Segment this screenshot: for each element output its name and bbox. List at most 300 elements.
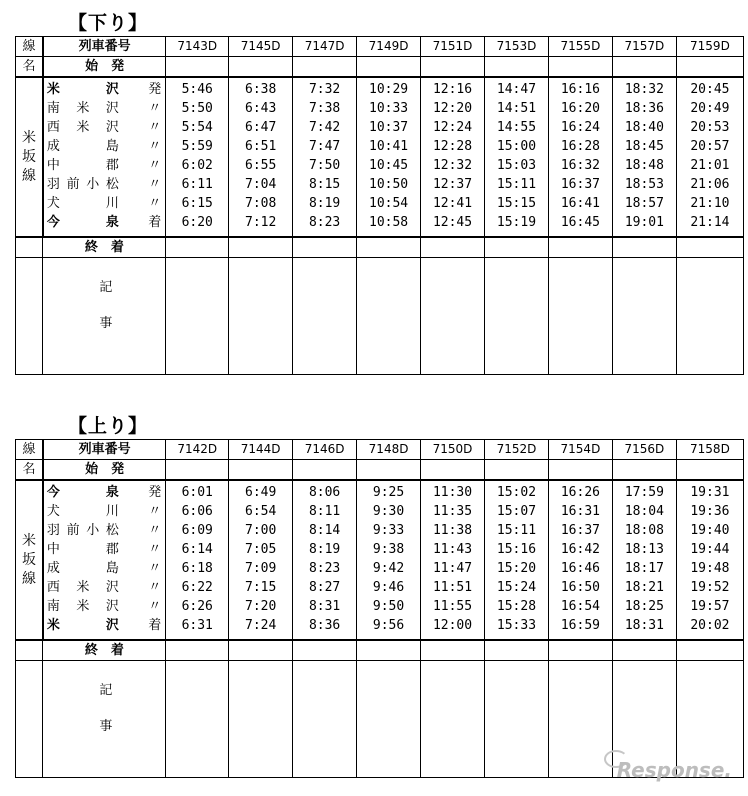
time-value: 7:15 bbox=[245, 580, 277, 595]
time-value: 16:28 bbox=[560, 139, 600, 154]
station-mark: 発 bbox=[148, 485, 162, 500]
time-value: 8:23 bbox=[308, 561, 341, 576]
train-number: 7145D bbox=[229, 37, 293, 57]
terminal-cell bbox=[485, 237, 549, 258]
station-name: 西 米 沢 bbox=[46, 120, 119, 135]
time-value: 9:25 bbox=[372, 485, 405, 500]
origin-cell bbox=[676, 460, 743, 481]
time-value: 6:09 bbox=[181, 523, 213, 538]
station-row bbox=[47, 156, 161, 175]
station-name: 今 泉 bbox=[46, 215, 119, 230]
time-value: 10:37 bbox=[369, 120, 409, 135]
train-number: 7149D bbox=[357, 37, 421, 57]
memo-label-1: 記 bbox=[99, 683, 113, 698]
station-name: 羽 前 小 松 bbox=[46, 523, 119, 538]
time-value: 7:12 bbox=[245, 215, 277, 230]
time-value: 20:02 bbox=[690, 618, 730, 633]
station-name: 犬 川 bbox=[46, 196, 119, 211]
time-value: 15:19 bbox=[496, 215, 537, 230]
station-list bbox=[43, 480, 166, 640]
memo-cell bbox=[357, 661, 421, 778]
time-value: 12:37 bbox=[432, 177, 473, 192]
time-value: 16:24 bbox=[560, 120, 600, 135]
time-value: 12:16 bbox=[432, 82, 473, 97]
time-value: 15:15 bbox=[496, 196, 537, 211]
memo-cell bbox=[485, 258, 549, 375]
origin-cell bbox=[485, 57, 549, 78]
station-mark: 〃 bbox=[148, 177, 162, 192]
time-value: 18:45 bbox=[624, 139, 664, 154]
time-value: 6:15 bbox=[181, 196, 213, 211]
time-value: 5:50 bbox=[181, 101, 213, 116]
time-value: 18:04 bbox=[624, 504, 664, 519]
time-value: 16:37 bbox=[560, 177, 600, 192]
station-list bbox=[43, 77, 166, 237]
train-number: 7152D bbox=[485, 440, 549, 460]
time-value: 19:36 bbox=[690, 504, 730, 519]
time-value: 7:20 bbox=[245, 599, 277, 614]
time-value: 7:00 bbox=[245, 523, 277, 538]
time-value: 16:50 bbox=[560, 580, 600, 595]
train-number: 7154D bbox=[548, 440, 612, 460]
memo-cell bbox=[293, 661, 357, 778]
station-mark: 〃 bbox=[148, 158, 162, 173]
station-name: 米 沢 bbox=[46, 618, 119, 633]
train-number: 7143D bbox=[166, 37, 229, 57]
blank-cell bbox=[16, 640, 43, 661]
line-label-top: 線 bbox=[16, 440, 43, 460]
time-value: 18:53 bbox=[624, 177, 664, 192]
station-name: 成 島 bbox=[46, 561, 119, 576]
station-mark: 〃 bbox=[148, 580, 162, 595]
origin-cell bbox=[421, 57, 485, 78]
terminal-cell bbox=[612, 237, 676, 258]
time-value: 10:33 bbox=[369, 101, 409, 116]
time-value: 8:06 bbox=[308, 485, 341, 500]
memo-cell bbox=[676, 258, 743, 375]
origin-cell bbox=[612, 460, 676, 481]
time-value: 6:31 bbox=[181, 618, 213, 633]
time-value: 21:10 bbox=[690, 196, 730, 211]
station-mark: 〃 bbox=[148, 599, 162, 614]
origin-cell bbox=[676, 57, 743, 78]
station-mark: 〃 bbox=[148, 139, 162, 154]
time-value: 18:57 bbox=[624, 196, 664, 211]
time-value: 7:04 bbox=[245, 177, 277, 192]
time-value: 20:45 bbox=[690, 82, 730, 97]
time-value: 8:19 bbox=[308, 542, 341, 557]
time-value: 16:37 bbox=[560, 523, 600, 538]
train-times bbox=[548, 77, 612, 237]
train-number: 7157D bbox=[612, 37, 676, 57]
time-value: 8:14 bbox=[308, 523, 341, 538]
station-row bbox=[47, 175, 161, 194]
station-name: 中 郡 bbox=[46, 158, 119, 173]
memo-cell bbox=[421, 661, 485, 778]
time-value: 9:42 bbox=[372, 561, 405, 576]
terminal-label: 終 着 bbox=[43, 237, 166, 258]
station-name: 米 沢 bbox=[46, 82, 119, 97]
station-row bbox=[47, 559, 161, 578]
station-name: 西 米 沢 bbox=[46, 580, 119, 595]
time-value: 10:50 bbox=[369, 177, 409, 192]
memo-cell bbox=[548, 258, 612, 375]
time-value: 15:11 bbox=[496, 177, 537, 192]
terminal-cell bbox=[676, 237, 743, 258]
origin-cell bbox=[548, 57, 612, 78]
origin-cell bbox=[166, 460, 229, 481]
time-value: 8:31 bbox=[308, 599, 341, 614]
memo-cell bbox=[166, 661, 229, 778]
terminal-cell bbox=[676, 640, 743, 661]
station-row bbox=[47, 540, 161, 559]
time-value: 6:01 bbox=[181, 485, 213, 500]
time-value: 6:43 bbox=[245, 101, 277, 116]
terminal-cell bbox=[548, 640, 612, 661]
time-value: 6:22 bbox=[181, 580, 213, 595]
time-value: 7:42 bbox=[308, 120, 341, 135]
time-value: 20:49 bbox=[690, 101, 730, 116]
time-value: 5:46 bbox=[181, 82, 213, 97]
time-value: 15:07 bbox=[496, 504, 537, 519]
time-value: 6:14 bbox=[181, 542, 213, 557]
timetable-up bbox=[15, 439, 744, 778]
train-times bbox=[293, 77, 357, 237]
terminal-cell bbox=[485, 640, 549, 661]
terminal-label: 終 着 bbox=[43, 640, 166, 661]
time-value: 16:59 bbox=[560, 618, 600, 633]
time-value: 15:33 bbox=[496, 618, 537, 633]
origin-cell bbox=[293, 460, 357, 481]
time-value: 16:31 bbox=[560, 504, 600, 519]
time-value: 6:11 bbox=[181, 177, 213, 192]
train-number: 7150D bbox=[421, 440, 485, 460]
time-value: 7:50 bbox=[308, 158, 341, 173]
train-times bbox=[357, 480, 421, 640]
time-value: 9:56 bbox=[372, 618, 405, 633]
time-value: 6:18 bbox=[181, 561, 213, 576]
blank-cell bbox=[16, 237, 43, 258]
memo-cell bbox=[548, 661, 612, 778]
time-value: 6:06 bbox=[181, 504, 213, 519]
time-value: 9:30 bbox=[372, 504, 405, 519]
time-value: 18:48 bbox=[624, 158, 664, 173]
blank-cell bbox=[16, 661, 43, 778]
line-label-top bbox=[16, 37, 43, 57]
blank-cell bbox=[16, 258, 43, 375]
time-value: 18:17 bbox=[624, 561, 664, 576]
station-name: 羽 前 小 松 bbox=[46, 177, 119, 192]
time-value: 18:25 bbox=[624, 599, 664, 614]
origin-cell bbox=[612, 57, 676, 78]
time-value: 8:15 bbox=[308, 177, 341, 192]
train-times bbox=[229, 480, 293, 640]
station-mark: 着 bbox=[148, 618, 162, 633]
memo-label bbox=[43, 258, 166, 375]
time-value: 9:33 bbox=[372, 523, 405, 538]
time-value: 10:58 bbox=[369, 215, 409, 230]
train-times bbox=[357, 77, 421, 237]
time-value: 18:36 bbox=[624, 101, 664, 116]
train-number-label: 列車番号 bbox=[43, 37, 166, 57]
time-value: 6:51 bbox=[245, 139, 277, 154]
station-row bbox=[47, 118, 161, 137]
station-row bbox=[47, 483, 161, 502]
terminal-cell bbox=[421, 640, 485, 661]
time-value: 7:05 bbox=[245, 542, 277, 557]
time-value: 7:24 bbox=[245, 618, 277, 633]
time-value: 12:24 bbox=[432, 120, 473, 135]
terminal-cell bbox=[293, 237, 357, 258]
train-times bbox=[166, 480, 229, 640]
time-value: 18:21 bbox=[624, 580, 664, 595]
time-value: 12:45 bbox=[432, 215, 473, 230]
time-value: 18:13 bbox=[624, 542, 664, 557]
time-value: 16:54 bbox=[560, 599, 600, 614]
terminal-cell bbox=[357, 640, 421, 661]
origin-label: 始 発 bbox=[43, 57, 166, 78]
station-row bbox=[47, 213, 161, 232]
time-value: 20:57 bbox=[690, 139, 730, 154]
time-value: 19:40 bbox=[690, 523, 730, 538]
station-row bbox=[47, 137, 161, 156]
station-mark: 〃 bbox=[148, 196, 162, 211]
memo-cell bbox=[293, 258, 357, 375]
terminal-cell bbox=[548, 237, 612, 258]
time-value: 16:16 bbox=[560, 82, 600, 97]
time-value: 6:20 bbox=[181, 215, 213, 230]
time-value: 12:28 bbox=[432, 139, 473, 154]
time-value: 8:23 bbox=[308, 215, 341, 230]
time-value: 6:54 bbox=[245, 504, 277, 519]
time-value: 12:00 bbox=[432, 618, 473, 633]
line-label-text: 線 bbox=[22, 39, 36, 54]
time-value: 19:48 bbox=[690, 561, 730, 576]
time-value: 11:55 bbox=[432, 599, 473, 614]
terminal-cell bbox=[166, 640, 229, 661]
time-value: 14:51 bbox=[496, 101, 537, 116]
train-times bbox=[612, 77, 676, 237]
memo-cell bbox=[166, 258, 229, 375]
memo-cell bbox=[612, 258, 676, 375]
station-mark: 発 bbox=[148, 82, 162, 97]
time-value: 11:30 bbox=[432, 485, 473, 500]
watermark-logo: Response. bbox=[616, 758, 732, 782]
time-value: 11:35 bbox=[432, 504, 473, 519]
train-number: 7144D bbox=[229, 440, 293, 460]
time-value: 16:41 bbox=[560, 196, 600, 211]
memo-cell bbox=[421, 258, 485, 375]
timetable-down bbox=[15, 36, 744, 375]
time-value: 16:26 bbox=[560, 485, 600, 500]
terminal-cell bbox=[293, 640, 357, 661]
time-value: 14:55 bbox=[496, 120, 537, 135]
time-value: 21:06 bbox=[690, 177, 730, 192]
station-name: 成 島 bbox=[46, 139, 119, 154]
time-value: 21:01 bbox=[690, 158, 730, 173]
time-value: 8:27 bbox=[308, 580, 341, 595]
time-value: 19:01 bbox=[624, 215, 664, 230]
origin-cell bbox=[229, 460, 293, 481]
time-value: 15:03 bbox=[496, 158, 537, 173]
time-value: 7:08 bbox=[245, 196, 277, 211]
time-value: 9:46 bbox=[372, 580, 405, 595]
memo-label-2: 事 bbox=[99, 316, 113, 331]
train-times bbox=[166, 77, 229, 237]
train-number: 7153D bbox=[485, 37, 549, 57]
station-name: 南 米 沢 bbox=[46, 599, 119, 614]
terminal-cell bbox=[357, 237, 421, 258]
station-name: 犬 川 bbox=[46, 504, 119, 519]
station-row bbox=[47, 80, 161, 99]
train-times bbox=[485, 480, 549, 640]
time-value: 16:42 bbox=[560, 542, 600, 557]
train-times bbox=[421, 77, 485, 237]
time-value: 6:02 bbox=[181, 158, 213, 173]
station-name: 今 泉 bbox=[46, 485, 119, 500]
time-value: 8:11 bbox=[308, 504, 341, 519]
time-value: 10:29 bbox=[369, 82, 409, 97]
origin-cell bbox=[166, 57, 229, 78]
time-value: 15:28 bbox=[496, 599, 537, 614]
station-mark: 〃 bbox=[148, 523, 162, 538]
time-value: 9:38 bbox=[372, 542, 405, 557]
train-number-label: 列車番号 bbox=[43, 440, 166, 460]
time-value: 7:32 bbox=[308, 82, 341, 97]
time-value: 17:59 bbox=[624, 485, 664, 500]
time-value: 6:26 bbox=[181, 599, 213, 614]
time-value: 6:49 bbox=[245, 485, 277, 500]
train-times bbox=[293, 480, 357, 640]
time-value: 18:31 bbox=[624, 618, 664, 633]
station-row bbox=[47, 521, 161, 540]
time-value: 11:51 bbox=[432, 580, 473, 595]
memo-cell bbox=[229, 661, 293, 778]
time-value: 19:31 bbox=[690, 485, 730, 500]
terminal-cell bbox=[166, 237, 229, 258]
memo-label bbox=[43, 661, 166, 778]
time-value: 10:45 bbox=[369, 158, 409, 173]
time-value: 18:40 bbox=[624, 120, 664, 135]
train-times bbox=[676, 480, 743, 640]
time-value: 11:38 bbox=[432, 523, 473, 538]
time-value: 19:57 bbox=[690, 599, 730, 614]
train-number: 7147D bbox=[293, 37, 357, 57]
station-row bbox=[47, 194, 161, 213]
time-value: 16:32 bbox=[560, 158, 600, 173]
train-times bbox=[421, 480, 485, 640]
time-value: 9:50 bbox=[372, 599, 405, 614]
time-value: 7:38 bbox=[308, 101, 341, 116]
time-value: 11:47 bbox=[432, 561, 473, 576]
time-value: 21:14 bbox=[690, 215, 730, 230]
memo-cell bbox=[229, 258, 293, 375]
station-name: 中 郡 bbox=[46, 542, 119, 557]
train-times bbox=[485, 77, 549, 237]
train-times bbox=[229, 77, 293, 237]
time-value: 16:46 bbox=[560, 561, 600, 576]
time-value: 8:19 bbox=[308, 196, 341, 211]
time-value: 5:59 bbox=[181, 139, 213, 154]
memo-cell bbox=[485, 661, 549, 778]
station-mark: 〃 bbox=[148, 504, 162, 519]
time-value: 14:47 bbox=[496, 82, 537, 97]
time-value: 8:36 bbox=[308, 618, 341, 633]
train-number: 7158D bbox=[676, 440, 743, 460]
train-number: 7159D bbox=[676, 37, 743, 57]
line-label-bottom: 名 bbox=[16, 57, 43, 78]
origin-cell bbox=[485, 460, 549, 481]
station-row bbox=[47, 597, 161, 616]
line-name bbox=[16, 77, 43, 237]
line-label-bottom: 名 bbox=[16, 460, 43, 481]
time-value: 7:47 bbox=[308, 139, 341, 154]
time-value: 15:11 bbox=[496, 523, 537, 538]
time-value: 15:00 bbox=[496, 139, 537, 154]
origin-cell bbox=[421, 460, 485, 481]
station-mark: 〃 bbox=[148, 120, 162, 135]
time-value: 18:32 bbox=[624, 82, 664, 97]
time-value: 16:20 bbox=[560, 101, 600, 116]
line-name-text: 米 坂 線 bbox=[21, 129, 36, 184]
train-times bbox=[676, 77, 743, 237]
station-row bbox=[47, 578, 161, 597]
time-value: 6:38 bbox=[245, 82, 277, 97]
time-value: 10:54 bbox=[369, 196, 409, 211]
time-value: 12:20 bbox=[432, 101, 473, 116]
station-mark: 着 bbox=[148, 215, 162, 230]
train-number: 7155D bbox=[548, 37, 612, 57]
time-value: 15:16 bbox=[496, 542, 537, 557]
station-mark: 〃 bbox=[148, 542, 162, 557]
origin-cell bbox=[229, 57, 293, 78]
origin-cell bbox=[548, 460, 612, 481]
station-row bbox=[47, 616, 161, 635]
time-value: 15:02 bbox=[496, 485, 537, 500]
time-value: 18:08 bbox=[624, 523, 664, 538]
time-value: 12:32 bbox=[432, 158, 473, 173]
station-row bbox=[47, 99, 161, 118]
memo-label-2: 事 bbox=[99, 719, 113, 734]
origin-cell bbox=[357, 57, 421, 78]
memo-cell bbox=[357, 258, 421, 375]
section-title-down: 【下り】 bbox=[68, 12, 149, 34]
line-name bbox=[16, 480, 43, 640]
time-value: 6:55 bbox=[245, 158, 277, 173]
time-value: 16:45 bbox=[560, 215, 600, 230]
terminal-cell bbox=[229, 640, 293, 661]
time-value: 7:09 bbox=[245, 561, 277, 576]
time-value: 15:24 bbox=[496, 580, 537, 595]
time-value: 10:41 bbox=[369, 139, 409, 154]
time-value: 6:47 bbox=[245, 120, 277, 135]
station-mark: 〃 bbox=[148, 561, 162, 576]
station-mark: 〃 bbox=[148, 101, 162, 116]
train-number: 7146D bbox=[293, 440, 357, 460]
time-value: 15:20 bbox=[496, 561, 537, 576]
time-value: 5:54 bbox=[181, 120, 213, 135]
origin-cell bbox=[357, 460, 421, 481]
station-row bbox=[47, 502, 161, 521]
station-name: 南 米 沢 bbox=[46, 101, 119, 116]
time-value: 11:43 bbox=[432, 542, 473, 557]
origin-label: 始 発 bbox=[43, 460, 166, 481]
time-value: 20:53 bbox=[690, 120, 730, 135]
section-title-up: 【上り】 bbox=[68, 415, 149, 437]
train-number: 7142D bbox=[166, 440, 229, 460]
time-value: 19:44 bbox=[690, 542, 730, 557]
train-times bbox=[548, 480, 612, 640]
